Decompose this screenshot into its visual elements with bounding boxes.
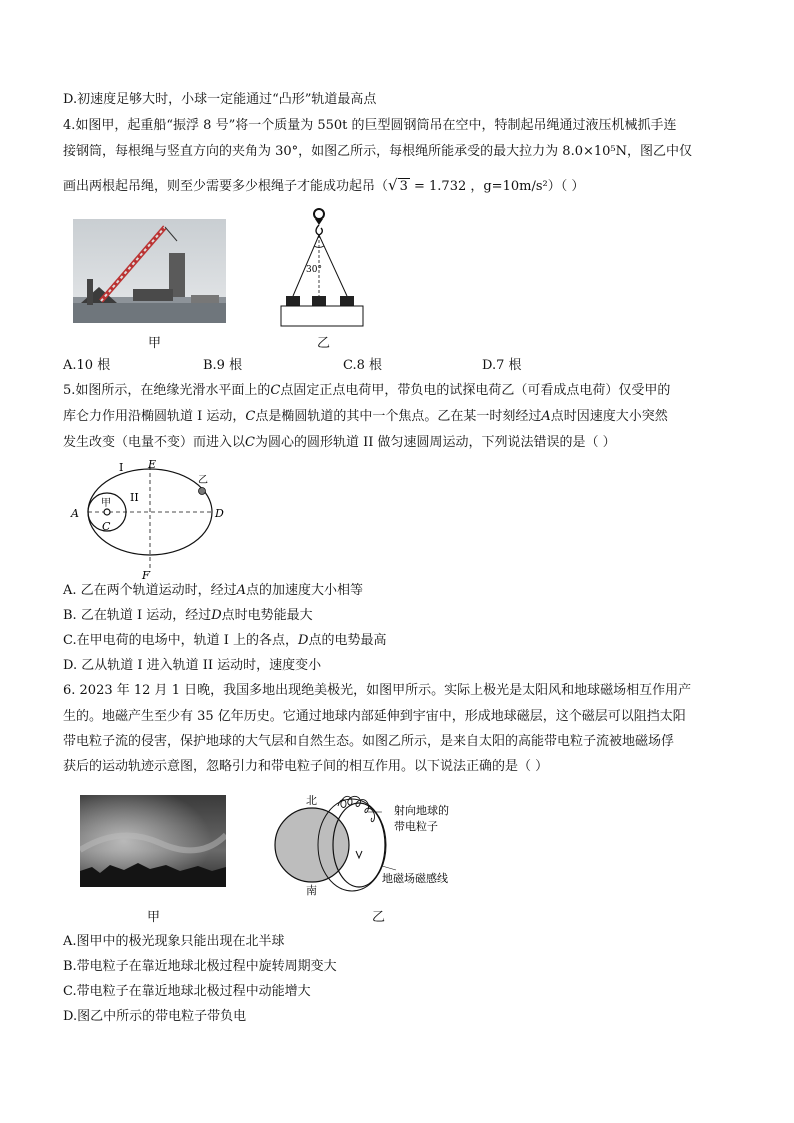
q4-fig-yi-caption: 乙: [317, 336, 331, 351]
q4-option-c: C.8 根: [343, 358, 383, 373]
q4-option-b: B.9 根: [203, 358, 243, 373]
q4-fig-jia-caption: 甲: [148, 336, 162, 351]
q4-options: [63, 357, 663, 375]
clamp-icon: [286, 296, 354, 306]
q6-stem-line2: 生的。地磁产生至少有 35 亿年历史。它通过地球内部延伸到宇宙中，形成地球磁层，这个磁层可以阻挡太阳: [63, 709, 686, 724]
q6-option-d: D.图乙中所示的带电粒子带负电: [63, 1009, 247, 1024]
arrow-icon: [356, 851, 362, 858]
label-d: D: [215, 507, 224, 520]
label-particles-2: 带电粒子: [394, 820, 438, 833]
q4-option-d: D.7 根: [482, 358, 522, 373]
q5-oc-i: D: [298, 633, 309, 648]
particle-trajectory: [338, 796, 375, 821]
q5-option-b: [63, 607, 313, 625]
q6-stem-line3: 带电粒子流的侵害，保护地球的大气层和自然生态。如图乙所示，是来自太阳的高能带电粒子流被地磁场俘: [63, 734, 675, 749]
q4-stem-line3: [63, 176, 584, 196]
q5-stem-line1: [63, 382, 670, 400]
q6-fig-yi-caption: 乙: [372, 910, 386, 925]
label-f: F: [142, 569, 150, 580]
charge-yi: [199, 488, 206, 495]
label-e: E: [148, 458, 157, 471]
q5-l1-a: 5.如图所示，在绝缘光滑水平面上的: [63, 383, 271, 398]
q4-stem-line3-mid: = 1.732 ，g=10m/s²）（ ）: [409, 179, 585, 194]
label-c: C: [102, 520, 111, 533]
q6-option-c: C.带电粒子在靠近地球北极过程中动能增大: [63, 984, 311, 999]
q5-option-d: D. 乙从轨道 I 进入轨道 II 运动时，速度变小: [63, 658, 322, 673]
q5-option-a: [63, 582, 363, 600]
q6-option-a: A.图甲中的极光现象只能出现在北半球: [63, 934, 285, 949]
q5-l3-b: 为圆心的圆形轨道 II 做匀速圆周运动，下列说法错误的是（ ）: [254, 435, 616, 450]
q5-ob-a: B. 乙在轨道 I 运动，经过: [63, 608, 212, 623]
q5-l3-a: 发生改变（电量不变）而进入以: [63, 435, 246, 450]
label-orbit-1: I: [119, 461, 124, 474]
q5-oc-a: C.在甲电荷的电场中，轨道 I 上的各点，: [63, 633, 299, 648]
angle-label: 30°: [306, 265, 322, 275]
crane-photo: [73, 219, 226, 323]
sqrt-symbol: √: [388, 176, 398, 194]
q4-option-a: A.10 根: [63, 358, 111, 373]
label-a: A: [71, 507, 79, 520]
q5-stem-line2: [63, 408, 668, 426]
label-jia: 甲: [101, 498, 111, 509]
q3-option-d: D.初速度足够大时，小球一定能通过“凸形”轨道最高点: [63, 92, 377, 107]
q5-l2-b: 点是椭圆轨道的其中一个焦点。乙在某一时刻经过: [255, 409, 542, 424]
hook-icon: [314, 209, 324, 235]
label-yi: 乙: [198, 475, 208, 486]
q5-l2-a: 库仑力作用沿椭圆轨道 I 运动，: [63, 409, 246, 424]
q5-l2-e: 点时因速度大小突然: [550, 409, 668, 424]
label-orbit-2: II: [130, 491, 139, 504]
aurora-photo: [80, 795, 226, 887]
q5-oa-b: 点的加速度大小相等: [246, 583, 364, 598]
geomagnetic-diagram: [272, 790, 482, 896]
q6-stem-line1: 6. 2023 年 12 月 1 日晚，我国多地出现绝美极光，如图甲所示。实际上极光是太阳风和地球磁场相互作用产: [63, 683, 692, 698]
q4-stem-line2: 接钢筒，每根绳与竖直方向的夹角为 30°，如图乙所示，每根绳所能承受的最大拉力为 8.0×10⁵N，图乙中仅: [63, 144, 693, 159]
q5-l2-c: C: [245, 409, 256, 424]
q5-l2-d: A: [541, 409, 551, 424]
label-south: 南: [306, 884, 317, 896]
q5-oa-i: A: [236, 583, 247, 598]
label-north: 北: [306, 794, 317, 807]
charge-jia: [104, 509, 110, 515]
q6-option-b: B.带电粒子在靠近地球北极过程中旋转周期变大: [63, 959, 337, 974]
q6-stem-line4: 获后的运动轨迹示意图，忽略引力和带电粒子间的相互作用。以下说法正确的是（ ）: [63, 759, 549, 774]
q6-fig-jia-caption: 甲: [147, 910, 161, 925]
q4-stem-line3-pre: 画出两根起吊绳，则至少需要多少根绳子才能成功起吊（: [63, 179, 389, 194]
q5-l3-c: C: [245, 435, 255, 450]
q4-stem-line1: 4.如图甲，起重船“振浮 8 号”将一个质量为 550t 的巨型圆钢筒吊在空中，特制起吊绳通过液压机械抓手连: [63, 118, 677, 133]
q5-oc-b: 点的电势最高: [308, 633, 387, 648]
q5-option-c: [63, 632, 386, 650]
label-field-lines: 地磁场磁感线: [382, 872, 448, 885]
q5-l1-b: 点固定正点电荷甲，带负电的试探电荷乙（可看成点电荷）仅受甲的: [280, 383, 671, 398]
q5-oa-a: A. 乙在两个轨道运动时，经过: [63, 583, 237, 598]
q5-stem-line3: [63, 434, 616, 452]
sqrt-radicand: 3: [399, 179, 408, 194]
q5-ob-b: 点时电势能最大: [221, 608, 313, 623]
label-particles-1: 射向地球的: [394, 804, 449, 817]
q5-l1-c: C: [270, 383, 281, 398]
cable-diagram: [275, 203, 375, 329]
q5-ob-i: D: [211, 608, 222, 623]
orbit-diagram: [66, 458, 242, 580]
